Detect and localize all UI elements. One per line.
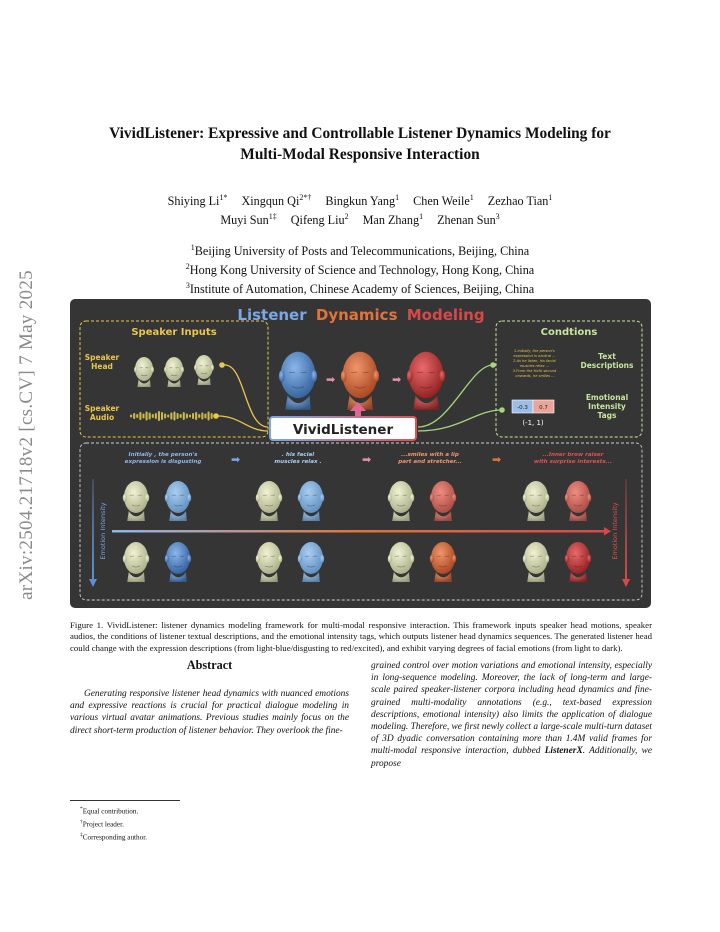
speaker-head-label: Speaker Head: [84, 353, 120, 371]
arrow-icon: ➡: [392, 373, 402, 386]
abstract-right-column: grained control over motion variations and emotional intensity, especially in long-sequence modeling. Moreover, the lack of long-term and large-scale paired speaker-listener corpora including head dynamics and fine-grained multi-modality annotations (e.g., text-based expression descriptions, emotional intensity) also limits the application of dialogue modeling. Therefore, we first newly collect a large-scale multi-turn dataset of 3D dyadic conversation containing more than 1.4M valid frames for multi-modal responsive interaction, dubbed ListenerX. Additionally, we propose: [371, 661, 652, 769]
author-name: Zhenan Sun$^3$: [437, 212, 500, 228]
arrow-icon: ➡: [492, 453, 502, 466]
neutral-head: [256, 481, 282, 521]
title-line-1: VividListener: Expressive and Controllable Listener Dynamics Modeling for: [109, 125, 611, 142]
tag-value-positive: 0.7: [539, 405, 548, 411]
listener-head-red: [407, 352, 445, 410]
figure-title-word-2: Dynamics: [315, 306, 398, 324]
abstract-left-column: Generating responsive listener head dynamics with nuanced emotions and expressive reactions is crucial for practical dialogue modeling in various virtual avatar animations. Previous studies mainly focus on the direct short-term production of listener behavior. They overlook the fine-: [70, 689, 349, 736]
affiliations: [60, 240, 660, 297]
author-name: Qifeng Liu$^2$: [290, 212, 349, 228]
authors-line-2: [60, 209, 660, 228]
connector-dot: [499, 407, 505, 413]
footnote: *Equal contribution.: [80, 806, 139, 816]
speaker-audio-label: Speaker Audio: [84, 404, 120, 422]
listener-head-light: [430, 481, 456, 521]
listener-head-orange: [341, 352, 379, 410]
listener-head-sequence-top: [279, 352, 445, 410]
expression-caption: . his facial muscles relax .: [274, 452, 322, 465]
paper-title: [60, 123, 660, 165]
expression-caption: ...Inner brow raiser with surprise interests...: [533, 452, 613, 465]
neutral-head: [123, 481, 149, 521]
author-list: [60, 190, 660, 228]
neutral-head: [523, 481, 549, 521]
conditions-label: Condtions: [540, 327, 598, 338]
author-name: Chen Weile$^1$: [413, 193, 474, 209]
affiliation: $^1$Beijing University of Posts and Telecommunications, Beijing, China: [190, 243, 530, 259]
timeline-bar: [112, 530, 604, 533]
title-line-2: Multi-Modal Responsive Interaction: [240, 146, 480, 163]
listener-head-light: [298, 481, 324, 521]
footnote: ‡Corresponding author.: [80, 831, 148, 842]
author-name: Shiying $Li^{1*}$: [167, 193, 228, 209]
arxiv-stamp: [14, 240, 40, 630]
text-description-sample: 1.Initially, the person's expression is neutral ... 2.As he listen, his facial muscles relax ... 3.From the forth second onwards, he smiles ...: [512, 349, 557, 378]
footnote: †Project leader.: [80, 818, 124, 829]
emotion-intensity-label-left: Emotion Intensity: [99, 502, 107, 560]
affiliation: $^3$Institute of Automation, Chinese Academy of Sciences, Beijing, China: [185, 281, 535, 297]
listener-head-intense: [565, 542, 591, 582]
dynamics-sequence-box: [80, 443, 642, 600]
emotion-intensity-label-right: Emotion Intensity: [611, 502, 619, 560]
arrow-icon: ➡: [231, 453, 241, 466]
emotional-intensity-tags-label: Emotional Intensity Tags: [585, 393, 629, 420]
neutral-head: [388, 542, 414, 582]
head-connector: [220, 365, 268, 427]
timeline-arrow-icon: [604, 527, 611, 536]
vividlistener-label: VividListener: [292, 422, 394, 438]
tag-range: (-1, 1): [522, 419, 544, 427]
speaker-head-sequence: [134, 355, 214, 387]
down-arrow-icon: [622, 579, 630, 587]
listener-head-light: [565, 481, 591, 521]
listener-head-blue: [279, 352, 317, 410]
authors-line-1: [60, 190, 660, 209]
author-name: Zezhao Tian$^1$: [487, 193, 553, 209]
figure-1: [70, 299, 651, 608]
intensity-axis-left: [92, 479, 94, 579]
author-name: Xingqun $Qi^{2*\dagger}$: [241, 193, 312, 209]
dataset-name: ListenerX: [544, 746, 583, 757]
figure-title-word-3: Modeling: [406, 306, 485, 324]
arxiv-id: arXiv:2504.21718v2 [cs.CV] 7 May 2025: [16, 270, 37, 600]
down-arrow-icon: [89, 579, 97, 587]
arrow-icon: ➡: [326, 373, 336, 386]
speaker-head: [134, 357, 154, 387]
connector-dot: [219, 362, 225, 368]
tags-connector: [418, 410, 502, 431]
listener-head-intense: [298, 542, 324, 582]
connector-dot: [213, 413, 219, 419]
intensity-axis-right: [625, 479, 627, 579]
text-descriptions-label: Text Descriptions: [580, 352, 634, 370]
expression-caption: ...smiles with a lip part and stretcher...: [398, 452, 462, 465]
listener-head-intense: [165, 542, 191, 582]
conditions-box: [496, 321, 642, 437]
neutral-head: [388, 481, 414, 521]
neutral-head: [256, 542, 282, 582]
neutral-head: [523, 542, 549, 582]
arrow-icon: ➡: [362, 453, 372, 466]
expression-caption: Initially , the person's expression is disgusting: [124, 452, 202, 465]
figure-caption: Figure 1. VividListener: listener dynamics modeling framework for multi-modal responsive interaction. This framework inputs speaker head motions, speaker audios, the conditions of listener textual descriptions, and the emotional intensity tags, which outputs listener head dynamics sequences. The generated listener head could change with the expression descriptions (from light-blue/disgusting to red/excited), and exhibit varying degrees of facial emotions (from light to dark).: [70, 620, 652, 653]
abstract-heading: Abstract: [186, 658, 233, 672]
connector-dot: [490, 362, 496, 368]
audio-connector: [218, 416, 268, 431]
figure-title: [237, 306, 484, 324]
speaker-head: [194, 355, 214, 385]
neutral-head: [123, 542, 149, 582]
author-name: Man Zhang$^1$: [362, 212, 424, 228]
speaker-audio-waveform: [130, 411, 216, 421]
speaker-inputs-label: Speaker Inputs: [131, 327, 217, 338]
figure-title-word-1: Listener: [237, 306, 307, 324]
speaker-head: [164, 357, 184, 387]
author-name: Muyi Sun$^{1\ddagger}$: [220, 212, 277, 228]
author-name: Bingkun Yang$^1$: [325, 193, 400, 209]
listener-head-intense: [430, 542, 456, 582]
figure-1-graphic: [70, 299, 651, 608]
tag-value-negative: -0.3: [517, 405, 528, 411]
footnotes: [80, 804, 147, 843]
footnote-rule: [70, 800, 180, 801]
listener-head-light: [165, 481, 191, 521]
affiliation: $^2$Hong Kong University of Science and Technology, Hong Kong, China: [185, 262, 535, 278]
